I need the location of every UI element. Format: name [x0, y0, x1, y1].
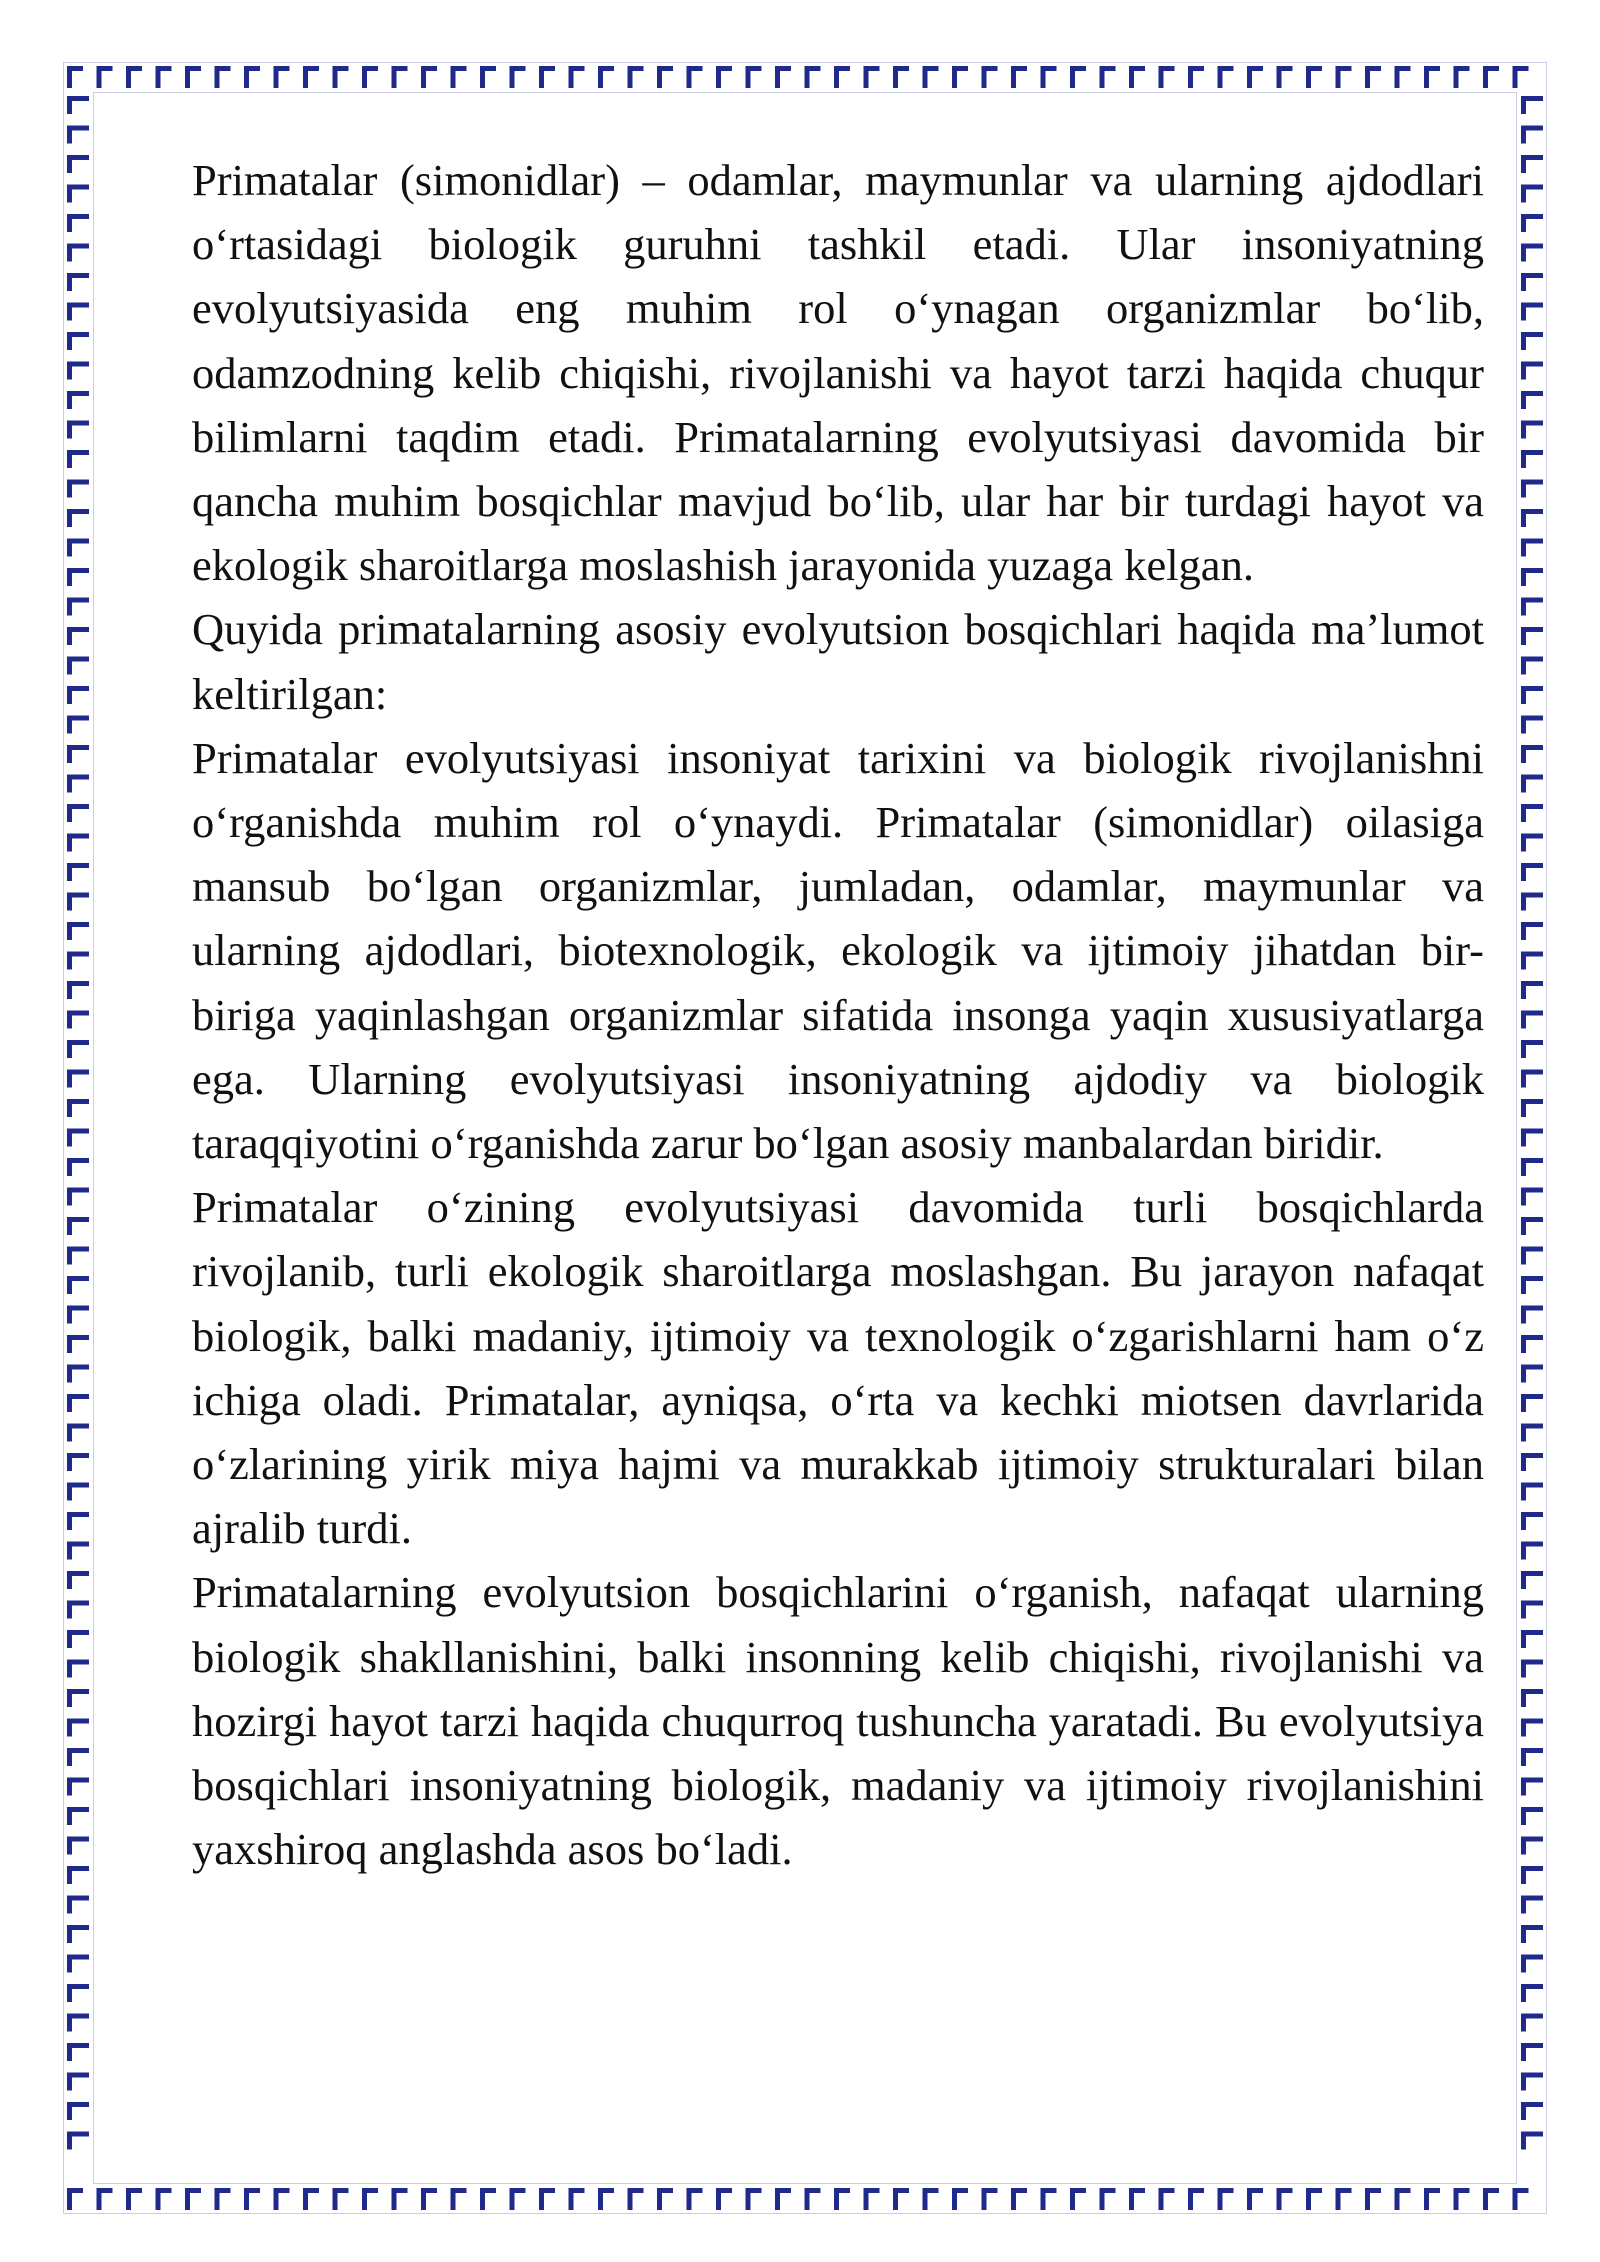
paragraph-3: Primatalar evolyutsiyasi insoniyat tarixini va biologik rivojlanishni oʻrganishda muhim rol oʻynaydi. Primatalar (simonidlar) oilasiga mansub boʻlgan organizmlar, jumladan, odamlar, maymunlar va ularning ajdodlari, biotexnologik, ekologik va ijtimoiy jihatdan bir-biriga yaqinlashgan organizmlar sifatida insonga yaqin xususiyatlarga ega. Ularning evolyutsiyasi insoniyatning ajdodiy va biologik taraqqiyotini oʻrganishda zarur boʻlgan asosiy manbalardan biridir.: [192, 732, 1484, 1169]
paragraph-4: Primatalar oʻzining evolyutsiyasi davomida turli bosqichlarda rivojlanib, turli ekologik sharoitlarga moslashgan. Bu jarayon nafaqat biologik, balki madaniy, ijtimoiy va texnologik oʻzgarishlarni ham oʻz ichiga oladi. Primatalar, ayniqsa, oʻrta va kechki miotsen davrlarida oʻzlarining yirik miya hajmi va murakkab ijtimoiy strukturalari bilan ajralib turdi.: [192, 1182, 1484, 1554]
paragraph-2: Quyida primatalarning asosiy evolyutsion bosqichlari haqida maʼlumot keltirilgan:: [192, 604, 1484, 719]
paragraph-5: Primatalarning evolyutsion bosqichlarini oʻrganish, nafaqat ularning biologik shakllanishini, balki insonning kelib chiqishi, rivojlanishi va hozirgi hayot tarzi haqida chuqurroq tushuncha yaratadi. Bu evolyutsiya bosqichlari insoniyatning biologik, madaniy va ijtimoiy rivojlanishini yaxshiroq anglashda asos boʻladi.: [192, 1567, 1484, 1875]
document-body: [192, 148, 1484, 1881]
paragraph-1: Primatalar (simonidlar) – odamlar, maymunlar va ularning ajdodlari oʻrtasidagi biologik guruhni tashkil etadi. Ular insoniyatning evolyutsiyasida eng muhim rol oʻynagan organizmlar boʻlib, odamzodning kelib chiqishi, rivojlanishi va hayot tarzi haqida chuqur bilimlarni taqdim etadi. Primatalarning evolyutsiyasi davomida bir qancha muhim bosqichlar mavjud boʻlib, ular har bir turdagi hayot va ekologik sharoitlarga moslashish jarayonida yuzaga kelgan.: [192, 155, 1484, 591]
